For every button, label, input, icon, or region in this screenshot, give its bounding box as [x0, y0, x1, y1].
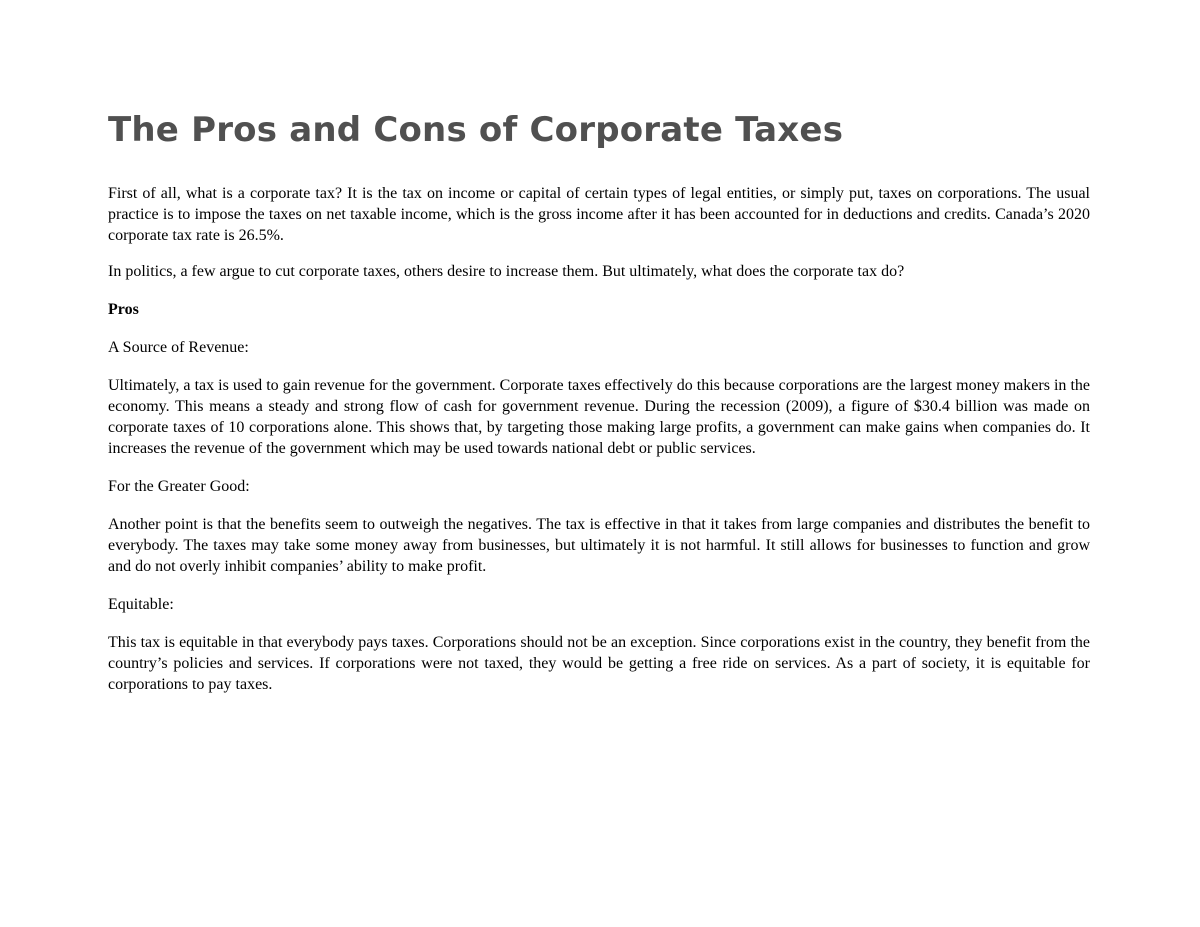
- section-heading-greater-good: For the Greater Good:: [108, 478, 250, 495]
- document-page: [108, 108, 1090, 710]
- pros-heading: Pros: [108, 301, 139, 318]
- section-body-revenue: Ultimately, a tax is used to gain revenue for the government. Corporate taxes effectively do this because corporations are the largest money makers in the economy. This means a steady and strong flow of cash for government revenue. During the recession (2009), a figure of $30.4 billion was made on corporate taxes of 10 corporations alone. This shows that, by targeting those making large profits, a government can make gains when companies do. It increases the revenue of the government which may be used towards national debt or public services.: [108, 377, 1090, 457]
- intro-paragraph: First of all, what is a corporate tax? It is the tax on income or capital of certain types of legal entities, or simply put, taxes on corporations. The usual practice is to impose the taxes on net taxable income, which is the gross income after it has been accounted for in deductions and credits. Canada’s 2020 corporate tax rate is 26.5%.: [108, 185, 1090, 244]
- section-heading-equitable: Equitable:: [108, 596, 174, 613]
- politics-paragraph: In politics, a few argue to cut corporate taxes, others desire to increase them. But ultimately, what does the corporate tax do?: [108, 263, 905, 280]
- document-title: The Pros and Cons of Corporate Taxes: [108, 110, 844, 150]
- section-body-greater-good: Another point is that the benefits seem to outweigh the negatives. The tax is effective in that it takes from large companies and distributes the benefit to everybody. The taxes may take some money away from businesses, but ultimately it is not harmful. It still allows for businesses to function and grow and do not overly inhibit companies’ ability to make profit.: [108, 516, 1090, 575]
- section-heading-revenue: A Source of Revenue:: [108, 339, 249, 356]
- section-body-equitable: This tax is equitable in that everybody pays taxes. Corporations should not be an exception. Since corporations exist in the country, they benefit from the country’s policies and services. If corporations were not taxed, they would be getting a free ride on services. As a part of society, it is equitable for corporations to pay taxes.: [108, 634, 1090, 693]
